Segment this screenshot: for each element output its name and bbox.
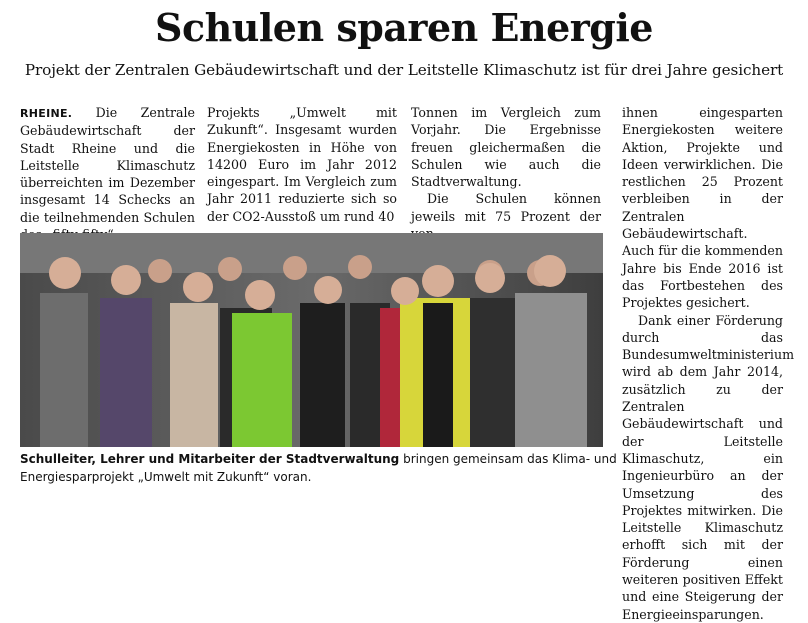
- column-4-paragraph-2: Dank einer Förderung durch das Bundesumweltministerium wird ab dem Jahr 2014, zusätzlich zu der Zentralen Gebäudewirtschaft und der Leitstelle Klimaschutz, ein Ingenieurbüro an der Umsetzung des Projektes mitwirken. Die Leitstelle Klimaschutz erhofft sich mit der Förderung einen weiteren positiven Effekt und eine Steigerung der Energieeinsparungen.: [622, 312, 795, 622]
- column-1-text: Die Zentrale Gebäudewirtschaft der Stadt Rheine und die Leitstelle Klimaschutz überreichten im Dezember insgesamt 14 Schecks an die teilnehmenden Schulen: [20, 105, 195, 225]
- column-3-paragraph-1: Tonnen im Vergleich zum Vorjahr. Die Ergebnisse freuen gleichermaßen die Schulen wie auch die Stadtverwaltung.: [411, 105, 601, 190]
- caption-text: bringen gemeinsam das Klima- und Energiesparprojekt „Umwelt mit Zukunft“ voran.: [20, 452, 617, 484]
- article-column-2: [207, 104, 397, 224]
- headline: Schulen sparen Energie: [155, 5, 653, 50]
- column-2-text: Projekts „Umwelt mit Zukunft“. Insgesamt wurden Energiekosten in Höhe von 14200 Euro im Jahr 2012 eingespart. Im Vergleich zum Jahr 2011 reduzierte sich so der CO2-Ausstoß um rund 40: [207, 105, 397, 224]
- article-column-4: [622, 104, 795, 622]
- group-photo: [20, 233, 603, 447]
- caption-bold: Schulleiter, Lehrer und Mitarbeiter der Stadtverwaltung: [20, 452, 400, 466]
- dateline: RHEINE.: [20, 107, 73, 120]
- column-4-paragraph-1: ihnen eingesparten Energiekosten weitere Aktion, Projekte und Ideen verwirklichen. Die restlichen 25 Prozent verbleiben in der Zentralen Gebäudewirtschaft. Auch für die kommenden Jahre bis Ende 2016 ist das Fortbestehen des Projektes gesichert.: [622, 105, 784, 311]
- group-photo-illustration: [20, 233, 603, 447]
- column-3-paragraph-2: Die Schulen können jeweils mit 75 Prozent der: [411, 191, 601, 224]
- article-column-3: [411, 104, 601, 224]
- article-column-1: [20, 104, 195, 225]
- subheadline: Projekt der Zentralen Gebäudewirtschaft und der Leitstelle Klimaschutz ist für drei Jahre gesichert: [24, 61, 784, 79]
- photo-caption: [20, 450, 620, 486]
